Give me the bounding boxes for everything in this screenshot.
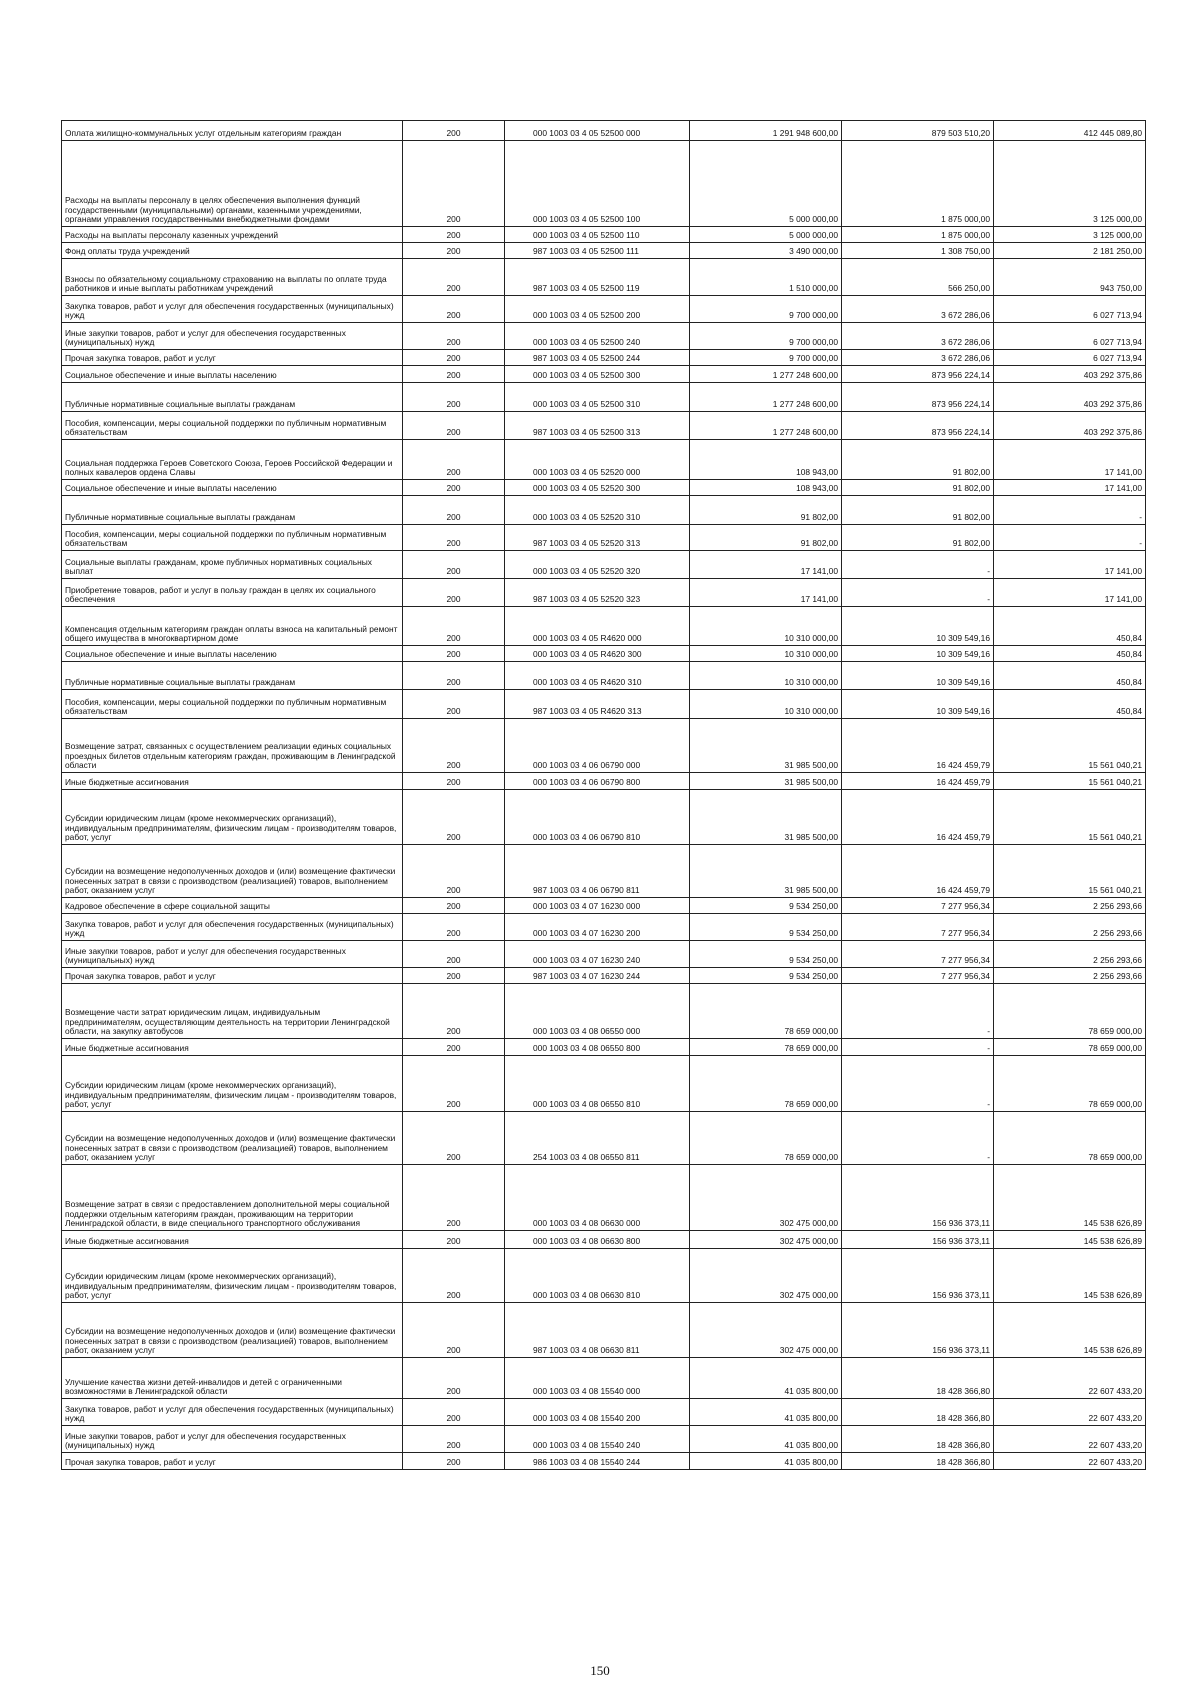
row-kbk: 000 1003 03 4 05 52500 240 — [505, 323, 690, 350]
row-kbk: 000 1003 03 4 05 52520 310 — [505, 496, 690, 525]
row-code: 200 — [403, 690, 505, 719]
row-name: Расходы на выплаты персоналу казенных учреждений — [62, 227, 403, 243]
table-row — [62, 323, 1146, 350]
row-name: Субсидии юридическим лицам (кроме некоммерческих организаций), индивидуальным предпринимателям, физическим лицам - производителям товаров, работ, услуг — [62, 1249, 403, 1303]
row-kbk: 000 1003 03 4 05 R4620 300 — [505, 646, 690, 662]
row-kbk: 987 1003 03 4 05 52520 313 — [505, 525, 690, 551]
row-approved: 3 490 000,00 — [690, 243, 842, 259]
row-approved: 41 035 800,00 — [690, 1426, 842, 1453]
row-name: Улучшение качества жизни детей-инвалидов и детей с ограниченными возможностями в Ленинградской области — [62, 1358, 403, 1399]
row-unexecuted: 6 027 713,94 — [994, 350, 1146, 366]
row-approved: 1 277 248 600,00 — [690, 412, 842, 440]
row-unexecuted: 15 561 040,21 — [994, 773, 1146, 790]
row-executed: 91 802,00 — [842, 480, 994, 496]
row-code: 200 — [403, 551, 505, 579]
row-name: Иные закупки товаров, работ и услуг для обеспечения государственных (муниципальных) нужд — [62, 941, 403, 968]
row-name: Субсидии юридическим лицам (кроме некоммерческих организаций), индивидуальным предпринимателям, физическим лицам - производителям товаров, работ, услуг — [62, 790, 403, 845]
row-approved: 10 310 000,00 — [690, 646, 842, 662]
row-code: 200 — [403, 941, 505, 968]
row-executed: - — [842, 1112, 994, 1165]
row-unexecuted: 22 607 433,20 — [994, 1453, 1146, 1470]
row-executed: - — [842, 579, 994, 607]
table-row — [62, 1399, 1146, 1426]
table-row — [62, 941, 1146, 968]
row-approved: 9 534 250,00 — [690, 968, 842, 984]
page-number: 150 — [590, 1663, 610, 1678]
row-executed: - — [842, 1056, 994, 1112]
row-unexecuted: 15 561 040,21 — [994, 719, 1146, 773]
row-approved: 41 035 800,00 — [690, 1399, 842, 1426]
table-row — [62, 1303, 1146, 1358]
row-name: Прочая закупка товаров, работ и услуг — [62, 1453, 403, 1470]
row-name: Закупка товаров, работ и услуг для обеспечения государственных (муниципальных) нужд — [62, 296, 403, 323]
row-executed: 873 956 224,14 — [842, 366, 994, 383]
row-kbk: 000 1003 03 4 08 06550 800 — [505, 1039, 690, 1056]
row-executed: - — [842, 984, 994, 1039]
row-executed: 873 956 224,14 — [842, 412, 994, 440]
row-approved: 41 035 800,00 — [690, 1453, 842, 1470]
row-executed: 1 875 000,00 — [842, 141, 994, 227]
row-name: Субсидии на возмещение недополученных доходов и (или) возмещение фактически понесенных затрат в связи с производством (реализацией) товаров, выполнением работ, оказанием услуг — [62, 845, 403, 898]
row-executed: 16 424 459,79 — [842, 845, 994, 898]
row-executed: 156 936 373,11 — [842, 1165, 994, 1231]
row-executed: 18 428 366,80 — [842, 1358, 994, 1399]
row-unexecuted: 145 538 626,89 — [994, 1249, 1146, 1303]
row-code: 200 — [403, 646, 505, 662]
row-approved: 78 659 000,00 — [690, 1056, 842, 1112]
row-code: 200 — [403, 243, 505, 259]
row-name: Расходы на выплаты персоналу в целях обеспечения выполнения функций государственными (муниципальными) органами, казенными учреждениями, органами управления государственными внебюджетными фондами — [62, 141, 403, 227]
table-row — [62, 496, 1146, 525]
row-kbk: 000 1003 03 4 08 06630 810 — [505, 1249, 690, 1303]
row-executed: 7 277 956,34 — [842, 941, 994, 968]
row-kbk: 000 1003 03 4 08 06550 810 — [505, 1056, 690, 1112]
row-kbk: 000 1003 03 4 08 06550 000 — [505, 984, 690, 1039]
row-code: 200 — [403, 141, 505, 227]
row-executed: 3 672 286,06 — [842, 350, 994, 366]
row-unexecuted: 3 125 000,00 — [994, 227, 1146, 243]
row-approved: 302 475 000,00 — [690, 1231, 842, 1249]
row-kbk: 000 1003 03 4 07 16230 240 — [505, 941, 690, 968]
table-row — [62, 412, 1146, 440]
row-unexecuted: 145 538 626,89 — [994, 1165, 1146, 1231]
row-unexecuted: 78 659 000,00 — [994, 1039, 1146, 1056]
table-row — [62, 1426, 1146, 1453]
row-code: 200 — [403, 898, 505, 914]
row-kbk: 987 1003 03 4 05 52500 111 — [505, 243, 690, 259]
row-kbk: 000 1003 03 4 06 06790 800 — [505, 773, 690, 790]
row-name: Публичные нормативные социальные выплаты гражданам — [62, 496, 403, 525]
row-kbk: 000 1003 03 4 05 52520 300 — [505, 480, 690, 496]
row-name: Пособия, компенсации, меры социальной поддержки по публичным нормативным обязательствам — [62, 525, 403, 551]
row-code: 200 — [403, 496, 505, 525]
row-approved: 302 475 000,00 — [690, 1249, 842, 1303]
row-kbk: 987 1003 03 4 05 52500 119 — [505, 259, 690, 296]
table-row — [62, 1249, 1146, 1303]
row-code: 200 — [403, 1426, 505, 1453]
row-name: Прочая закупка товаров, работ и услуг — [62, 350, 403, 366]
row-kbk: 986 1003 03 4 08 15540 244 — [505, 1453, 690, 1470]
row-executed: 879 503 510,20 — [842, 121, 994, 141]
row-approved: 10 310 000,00 — [690, 690, 842, 719]
row-code: 200 — [403, 1249, 505, 1303]
row-code: 200 — [403, 914, 505, 941]
table-row — [62, 984, 1146, 1039]
table-row — [62, 968, 1146, 984]
row-kbk: 000 1003 03 4 05 52500 200 — [505, 296, 690, 323]
row-executed: 16 424 459,79 — [842, 790, 994, 845]
table-row — [62, 551, 1146, 579]
row-executed: 7 277 956,34 — [842, 914, 994, 941]
row-kbk: 000 1003 03 4 08 06630 800 — [505, 1231, 690, 1249]
row-code: 200 — [403, 383, 505, 412]
table-row — [62, 141, 1146, 227]
row-code: 200 — [403, 579, 505, 607]
row-approved: 41 035 800,00 — [690, 1358, 842, 1399]
row-code: 200 — [403, 968, 505, 984]
row-executed: - — [842, 1039, 994, 1056]
table-row — [62, 662, 1146, 690]
row-approved: 9 700 000,00 — [690, 350, 842, 366]
row-executed: 3 672 286,06 — [842, 323, 994, 350]
row-code: 200 — [403, 1399, 505, 1426]
row-unexecuted: 403 292 375,86 — [994, 366, 1146, 383]
row-kbk: 000 1003 03 4 06 06790 000 — [505, 719, 690, 773]
row-executed: 7 277 956,34 — [842, 968, 994, 984]
row-name: Социальная поддержка Героев Советского Союза, Героев Российской Федерации и полных кавалеров ордена Славы — [62, 440, 403, 480]
row-approved: 1 510 000,00 — [690, 259, 842, 296]
row-name: Взносы по обязательному социальному страхованию на выплаты по оплате труда работников и иные выплаты работникам учреждений — [62, 259, 403, 296]
row-unexecuted: 17 141,00 — [994, 579, 1146, 607]
row-code: 200 — [403, 1056, 505, 1112]
row-approved: 5 000 000,00 — [690, 141, 842, 227]
row-name: Прочая закупка товаров, работ и услуг — [62, 968, 403, 984]
row-unexecuted: 17 141,00 — [994, 551, 1146, 579]
table-row — [62, 1112, 1146, 1165]
row-kbk: 000 1003 03 4 05 52500 100 — [505, 141, 690, 227]
row-approved: 1 277 248 600,00 — [690, 383, 842, 412]
row-approved: 9 534 250,00 — [690, 898, 842, 914]
row-executed: 91 802,00 — [842, 440, 994, 480]
row-code: 200 — [403, 1112, 505, 1165]
table-row — [62, 383, 1146, 412]
row-unexecuted: 2 256 293,66 — [994, 914, 1146, 941]
row-code: 200 — [403, 323, 505, 350]
row-executed: 10 309 549,16 — [842, 646, 994, 662]
row-code: 200 — [403, 121, 505, 141]
row-approved: 78 659 000,00 — [690, 984, 842, 1039]
row-kbk: 987 1003 03 4 05 52520 323 — [505, 579, 690, 607]
row-code: 200 — [403, 662, 505, 690]
row-executed: 1 875 000,00 — [842, 227, 994, 243]
row-code: 200 — [403, 259, 505, 296]
row-unexecuted: 412 445 089,80 — [994, 121, 1146, 141]
row-approved: 108 943,00 — [690, 480, 842, 496]
row-executed: 3 672 286,06 — [842, 296, 994, 323]
row-name: Оплата жилищно-коммунальных услуг отдельным категориям граждан — [62, 121, 403, 141]
row-executed: 10 309 549,16 — [842, 690, 994, 719]
row-executed: 16 424 459,79 — [842, 719, 994, 773]
row-kbk: 000 1003 03 4 05 52500 300 — [505, 366, 690, 383]
row-name: Закупка товаров, работ и услуг для обеспечения государственных (муниципальных) нужд — [62, 914, 403, 941]
row-unexecuted: 6 027 713,94 — [994, 323, 1146, 350]
budget-table-body — [62, 121, 1146, 1470]
row-code: 200 — [403, 607, 505, 646]
row-unexecuted: 450,84 — [994, 690, 1146, 719]
table-row — [62, 1358, 1146, 1399]
row-unexecuted: 22 607 433,20 — [994, 1399, 1146, 1426]
row-code: 200 — [403, 1453, 505, 1470]
row-name: Иные бюджетные ассигнования — [62, 1231, 403, 1249]
row-code: 200 — [403, 350, 505, 366]
row-code: 200 — [403, 790, 505, 845]
row-executed: 1 308 750,00 — [842, 243, 994, 259]
budget-table — [61, 120, 1146, 1470]
row-name: Возмещение части затрат юридическим лицам, индивидуальным предпринимателям, осуществляющим деятельность на территории Ленинградской области, на закупку автобусов — [62, 984, 403, 1039]
row-approved: 91 802,00 — [690, 496, 842, 525]
table-row — [62, 1056, 1146, 1112]
row-executed: 18 428 366,80 — [842, 1453, 994, 1470]
row-name: Иные закупки товаров, работ и услуг для обеспечения государственных (муниципальных) нужд — [62, 323, 403, 350]
row-code: 200 — [403, 1358, 505, 1399]
row-code: 200 — [403, 525, 505, 551]
table-row — [62, 525, 1146, 551]
row-approved: 9 534 250,00 — [690, 941, 842, 968]
row-name: Закупка товаров, работ и услуг для обеспечения государственных (муниципальных) нужд — [62, 1399, 403, 1426]
row-unexecuted: 22 607 433,20 — [994, 1358, 1146, 1399]
row-unexecuted: 3 125 000,00 — [994, 141, 1146, 227]
row-executed: 18 428 366,80 — [842, 1426, 994, 1453]
table-row — [62, 607, 1146, 646]
row-executed: 18 428 366,80 — [842, 1399, 994, 1426]
row-kbk: 000 1003 03 4 05 52520 320 — [505, 551, 690, 579]
row-executed: 16 424 459,79 — [842, 773, 994, 790]
row-code: 200 — [403, 984, 505, 1039]
row-approved: 9 700 000,00 — [690, 296, 842, 323]
row-name: Приобретение товаров, работ и услуг в пользу граждан в целях их социального обеспечения — [62, 579, 403, 607]
row-code: 200 — [403, 227, 505, 243]
row-name: Социальное обеспечение и иные выплаты населению — [62, 480, 403, 496]
row-name: Возмещение затрат в связи с предоставлением дополнительной меры социальной поддержки отдельным категориям граждан, проживающим на территории Ленинградской области, в виде специального транспортного обслуживания — [62, 1165, 403, 1231]
row-name: Пособия, компенсации, меры социальной поддержки по публичным нормативным обязательствам — [62, 690, 403, 719]
row-approved: 31 985 500,00 — [690, 773, 842, 790]
table-row — [62, 773, 1146, 790]
row-code: 200 — [403, 440, 505, 480]
table-row — [62, 1231, 1146, 1249]
table-row — [62, 719, 1146, 773]
row-approved: 17 141,00 — [690, 579, 842, 607]
row-unexecuted: 2 256 293,66 — [994, 898, 1146, 914]
row-name: Публичные нормативные социальные выплаты гражданам — [62, 383, 403, 412]
row-unexecuted: 78 659 000,00 — [994, 1056, 1146, 1112]
table-row — [62, 646, 1146, 662]
row-approved: 108 943,00 — [690, 440, 842, 480]
row-code: 200 — [403, 773, 505, 790]
table-row — [62, 350, 1146, 366]
row-name: Кадровое обеспечение в сфере социальной защиты — [62, 898, 403, 914]
row-unexecuted: 22 607 433,20 — [994, 1426, 1146, 1453]
table-row — [62, 243, 1146, 259]
row-unexecuted: 403 292 375,86 — [994, 383, 1146, 412]
row-kbk: 987 1003 03 4 06 06790 811 — [505, 845, 690, 898]
row-code: 200 — [403, 366, 505, 383]
row-kbk: 000 1003 03 4 05 52500 000 — [505, 121, 690, 141]
row-name: Субсидии на возмещение недополученных доходов и (или) возмещение фактически понесенных затрат в связи с производством (реализацией) товаров, выполнением работ, оказанием услуг — [62, 1112, 403, 1165]
row-name: Фонд оплаты труда учреждений — [62, 243, 403, 259]
row-name: Публичные нормативные социальные выплаты гражданам — [62, 662, 403, 690]
row-name: Компенсация отдельным категориям граждан оплаты взноса на капитальный ремонт общего имущества в многоквартирном доме — [62, 607, 403, 646]
row-approved: 91 802,00 — [690, 525, 842, 551]
table-row — [62, 366, 1146, 383]
table-row — [62, 121, 1146, 141]
row-unexecuted: 403 292 375,86 — [994, 412, 1146, 440]
row-name: Возмещение затрат, связанных с осуществлением реализации единых социальных проездных билетов отдельным категориям граждан, проживающим в Ленинградской области — [62, 719, 403, 773]
row-code: 200 — [403, 296, 505, 323]
row-approved: 31 985 500,00 — [690, 719, 842, 773]
row-executed: 91 802,00 — [842, 525, 994, 551]
row-unexecuted: 6 027 713,94 — [994, 296, 1146, 323]
row-name: Иные бюджетные ассигнования — [62, 773, 403, 790]
row-kbk: 000 1003 03 4 08 06630 000 — [505, 1165, 690, 1231]
row-kbk: 000 1003 03 4 06 06790 810 — [505, 790, 690, 845]
row-unexecuted: 17 141,00 — [994, 480, 1146, 496]
row-approved: 9 700 000,00 — [690, 323, 842, 350]
row-unexecuted: 450,84 — [994, 607, 1146, 646]
row-executed: 156 936 373,11 — [842, 1303, 994, 1358]
row-approved: 1 277 248 600,00 — [690, 366, 842, 383]
row-executed: 566 250,00 — [842, 259, 994, 296]
row-kbk: 000 1003 03 4 05 R4620 000 — [505, 607, 690, 646]
table-row — [62, 480, 1146, 496]
row-code: 200 — [403, 1303, 505, 1358]
row-kbk: 000 1003 03 4 05 52500 310 — [505, 383, 690, 412]
row-approved: 10 310 000,00 — [690, 662, 842, 690]
row-unexecuted: - — [994, 525, 1146, 551]
row-executed: 7 277 956,34 — [842, 898, 994, 914]
row-kbk: 000 1003 03 4 08 15540 000 — [505, 1358, 690, 1399]
row-approved: 31 985 500,00 — [690, 845, 842, 898]
row-unexecuted: 2 181 250,00 — [994, 243, 1146, 259]
row-name: Социальное обеспечение и иные выплаты населению — [62, 646, 403, 662]
row-unexecuted: - — [994, 496, 1146, 525]
row-executed: 156 936 373,11 — [842, 1231, 994, 1249]
row-kbk: 000 1003 03 4 08 15540 200 — [505, 1399, 690, 1426]
table-row — [62, 1039, 1146, 1056]
row-kbk: 000 1003 03 4 05 R4620 310 — [505, 662, 690, 690]
row-code: 200 — [403, 1039, 505, 1056]
table-row — [62, 914, 1146, 941]
row-unexecuted: 78 659 000,00 — [994, 1112, 1146, 1165]
row-unexecuted: 15 561 040,21 — [994, 845, 1146, 898]
row-unexecuted: 2 256 293,66 — [994, 941, 1146, 968]
row-approved: 78 659 000,00 — [690, 1112, 842, 1165]
row-kbk: 000 1003 03 4 05 52520 000 — [505, 440, 690, 480]
row-code: 200 — [403, 719, 505, 773]
row-approved: 17 141,00 — [690, 551, 842, 579]
row-kbk: 987 1003 03 4 07 16230 244 — [505, 968, 690, 984]
row-approved: 9 534 250,00 — [690, 914, 842, 941]
table-row — [62, 845, 1146, 898]
row-name: Пособия, компенсации, меры социальной поддержки по публичным нормативным обязательствам — [62, 412, 403, 440]
row-unexecuted: 943 750,00 — [994, 259, 1146, 296]
row-approved: 302 475 000,00 — [690, 1303, 842, 1358]
row-kbk: 987 1003 03 4 05 52500 244 — [505, 350, 690, 366]
table-row — [62, 579, 1146, 607]
row-code: 200 — [403, 412, 505, 440]
row-name: Субсидии юридическим лицам (кроме некоммерческих организаций), индивидуальным предпринимателям, физическим лицам - производителям товаров, работ, услуг — [62, 1056, 403, 1112]
row-code: 200 — [403, 1231, 505, 1249]
row-approved: 302 475 000,00 — [690, 1165, 842, 1231]
row-unexecuted: 2 256 293,66 — [994, 968, 1146, 984]
row-code: 200 — [403, 845, 505, 898]
row-kbk: 000 1003 03 4 08 15540 240 — [505, 1426, 690, 1453]
row-kbk: 987 1003 03 4 08 06630 811 — [505, 1303, 690, 1358]
row-executed: 873 956 224,14 — [842, 383, 994, 412]
row-unexecuted: 78 659 000,00 — [994, 984, 1146, 1039]
row-name: Социальные выплаты гражданам, кроме публичных нормативных социальных выплат — [62, 551, 403, 579]
row-executed: 91 802,00 — [842, 496, 994, 525]
row-approved: 10 310 000,00 — [690, 607, 842, 646]
row-executed: 10 309 549,16 — [842, 607, 994, 646]
row-executed: - — [842, 551, 994, 579]
table-row — [62, 296, 1146, 323]
row-kbk: 987 1003 03 4 05 52500 313 — [505, 412, 690, 440]
row-unexecuted: 145 538 626,89 — [994, 1303, 1146, 1358]
row-kbk: 254 1003 03 4 08 06550 811 — [505, 1112, 690, 1165]
table-row — [62, 898, 1146, 914]
row-approved: 5 000 000,00 — [690, 227, 842, 243]
row-kbk: 987 1003 03 4 05 R4620 313 — [505, 690, 690, 719]
row-name: Социальное обеспечение и иные выплаты населению — [62, 366, 403, 383]
table-row — [62, 1453, 1146, 1470]
row-executed: 10 309 549,16 — [842, 662, 994, 690]
row-unexecuted: 15 561 040,21 — [994, 790, 1146, 845]
table-row — [62, 227, 1146, 243]
table-row — [62, 690, 1146, 719]
row-executed: 156 936 373,11 — [842, 1249, 994, 1303]
row-kbk: 000 1003 03 4 05 52500 110 — [505, 227, 690, 243]
row-approved: 31 985 500,00 — [690, 790, 842, 845]
row-kbk: 000 1003 03 4 07 16230 000 — [505, 898, 690, 914]
row-approved: 78 659 000,00 — [690, 1039, 842, 1056]
row-unexecuted: 145 538 626,89 — [994, 1231, 1146, 1249]
row-code: 200 — [403, 480, 505, 496]
row-name: Иные закупки товаров, работ и услуг для обеспечения государственных (муниципальных) нужд — [62, 1426, 403, 1453]
row-code: 200 — [403, 1165, 505, 1231]
row-unexecuted: 17 141,00 — [994, 440, 1146, 480]
row-name: Иные бюджетные ассигнования — [62, 1039, 403, 1056]
row-approved: 1 291 948 600,00 — [690, 121, 842, 141]
row-unexecuted: 450,84 — [994, 646, 1146, 662]
row-kbk: 000 1003 03 4 07 16230 200 — [505, 914, 690, 941]
table-row — [62, 259, 1146, 296]
row-name: Субсидии на возмещение недополученных доходов и (или) возмещение фактически понесенных затрат в связи с производством (реализацией) товаров, выполнением работ, оказанием услуг — [62, 1303, 403, 1358]
row-unexecuted: 450,84 — [994, 662, 1146, 690]
table-row — [62, 1165, 1146, 1231]
table-row — [62, 440, 1146, 480]
table-row — [62, 790, 1146, 845]
